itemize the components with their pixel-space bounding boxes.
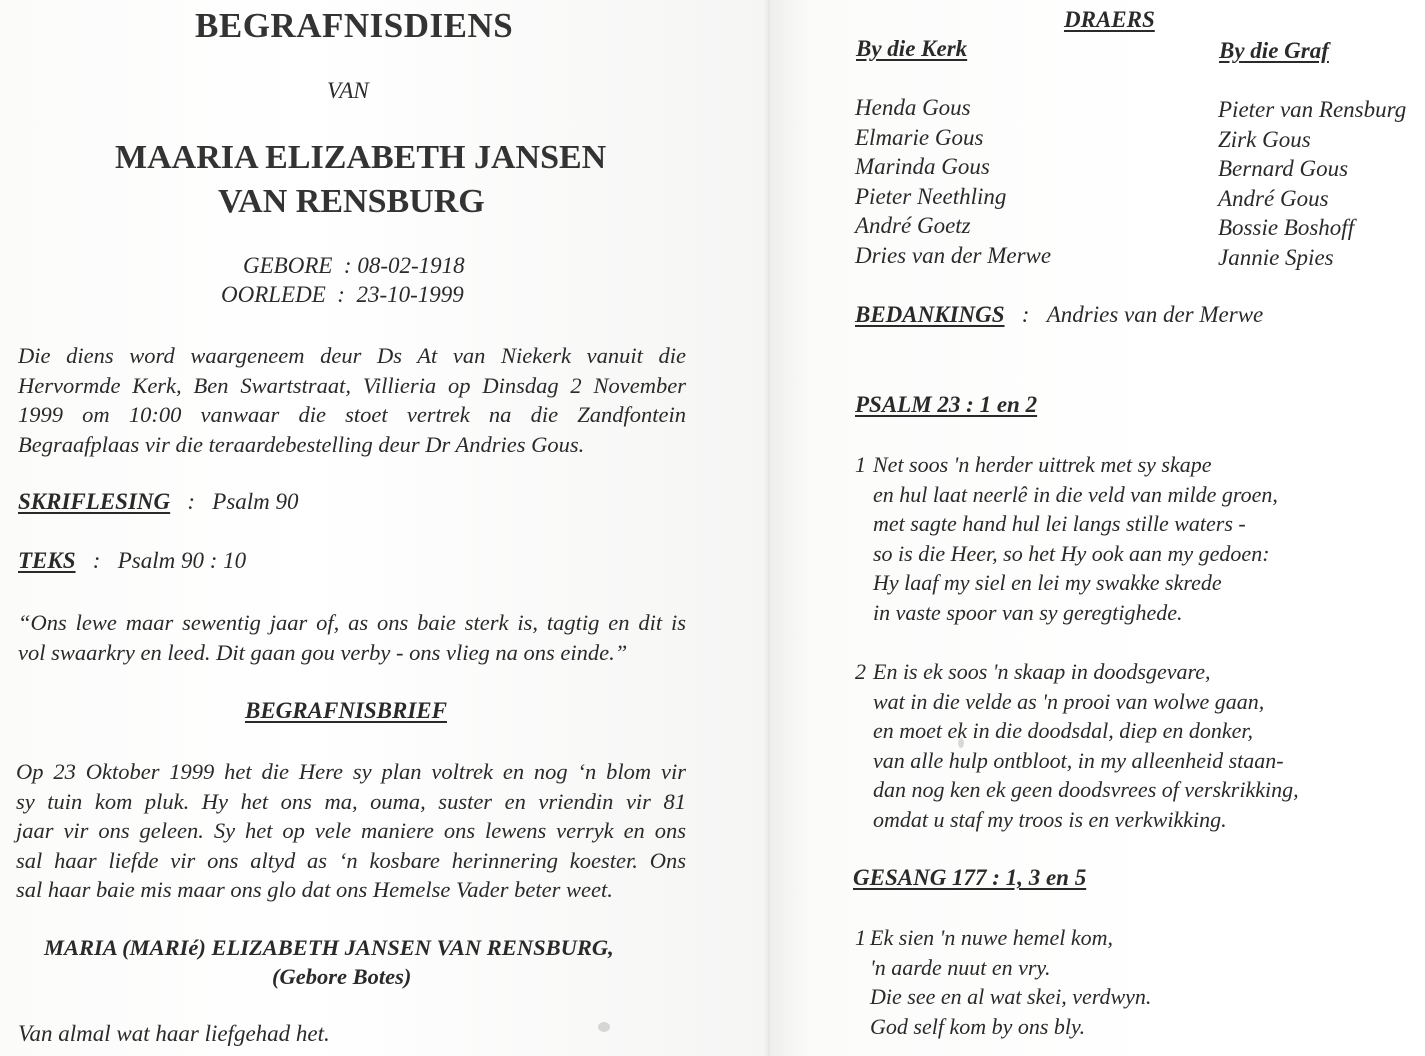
list-item: Bernard Gous (1218, 156, 1349, 182)
verse-line: Die see en al wat skei, verdwyn. (870, 984, 1152, 1009)
bedankings-label: BEDANKINGS (855, 302, 1005, 327)
skriflesing-value: Psalm 90 (212, 489, 299, 514)
skriflesing-line: SKRIFLESING : Psalm 90 (18, 489, 299, 514)
list-item: Pieter Neethling (855, 183, 1007, 209)
brief-line: sal haar baie mis maar ons glo dat ons Hemelse Vader beter weet. (16, 877, 613, 902)
verse-line: En is ek soos 'n skaap in doodsgevare, (873, 659, 1211, 684)
death-line: OORLEDE : 23-10-1999 (221, 282, 464, 307)
paper-smudge (598, 1022, 610, 1032)
bedankings-line: BEDANKINGS : Andries van der Merwe (855, 302, 1264, 327)
closing-line: Van almal wat haar liefgehad het. (18, 1021, 330, 1046)
signature-maiden-name: (Gebore Botes) (272, 964, 412, 989)
gesang-heading: GESANG 177 : 1, 3 en 5 (853, 865, 1087, 890)
teks-label: TEKS (18, 548, 76, 573)
signature-name: MARIA (MARIé) ELIZABETH JANSEN VAN RENSBURG, (44, 935, 614, 960)
verse-line: so is die Heer, so het Hy ook aan my gedoen: (873, 540, 1270, 566)
service-line: Begraafplaas vir die teraardebestelling deur Dr Andries Gous. (18, 431, 585, 457)
list-item: Marinda Gous (855, 154, 990, 180)
brief-line: sal haar liefde vir ons altyd as ‘n kosbare herinnering koester. Ons (16, 847, 686, 873)
list-item: Zirk Gous (1218, 126, 1311, 152)
list-item: Dries van der Merwe (855, 242, 1052, 268)
brief-line: jaar vir ons geleen. Sy het op vele maniere ons lewens verryk en ons (16, 818, 686, 843)
psalm-verse-1-number: 1 (855, 452, 866, 477)
psalm-verse-2-number: 2 (855, 659, 866, 684)
verse-line: Hy laaf my siel en lei my swakke skrede (873, 570, 1222, 595)
graf-heading: By die Graf (1219, 38, 1329, 63)
list-item: André Goetz (855, 213, 971, 239)
kerk-bearers-list (855, 93, 1051, 271)
verse-line: God self kom by ons bly. (870, 1013, 1086, 1039)
verse-line: met sagte hand hul lei langs stille waters - (873, 511, 1246, 536)
quote-paragraph (18, 608, 686, 667)
quote-line: vol swaarkry en leed. Dit gaan gou verby - ons vlieg na ons einde.” (18, 639, 628, 665)
brief-line: sy tuin kom pluk. Hy het ons ma, ouma, suster en vriendin vir 81 (16, 788, 686, 814)
page-title: BEGRAFNISDIENS (195, 6, 514, 45)
gesang-verse-1 (870, 923, 1151, 1041)
verse-line: dan nog ken ek geen doodsvrees of verskrikking, (873, 777, 1299, 802)
teks-value: Psalm 90 : 10 (117, 548, 247, 573)
verse-line: Net soos 'n herder uittrek met sy skape (873, 452, 1212, 477)
verse-line: en hul laat neerlê in die veld van milde groen, (873, 481, 1278, 507)
quote-line: “Ons lewe maar sewentig jaar of, as ons baie sterk is, tagtig en dit is (18, 610, 686, 635)
list-item: Elmarie Gous (855, 124, 984, 150)
verse-line: 'n aarde nuut en vry. (870, 954, 1051, 980)
kerk-heading: By die Kerk (856, 36, 968, 61)
deceased-name-line2: VAN RENSBURG (218, 183, 485, 220)
brief-heading: BEGRAFNISBRIEF (245, 698, 447, 723)
skriflesing-label: SKRIFLESING (18, 489, 171, 514)
verse-line: van alle hulp ontbloot, in my alleenheid staan- (873, 747, 1284, 773)
psalm-heading: PSALM 23 : 1 en 2 (855, 392, 1038, 417)
service-line: Hervormde Kerk, Ben Swartstraat, Villieria op Dinsdag 2 November (18, 372, 686, 398)
list-item: Henda Gous (855, 95, 971, 120)
service-line: Die diens word waargeneem deur Ds At van Niekerk vanuit die (18, 343, 686, 368)
verse-line: omdat u staf my troos is en verkwikking. (873, 806, 1227, 832)
deceased-name-line1: MAARIA ELIZABETH JANSEN (115, 139, 607, 176)
verse-line: wat in die velde as 'n prooi van wolwe gaan, (873, 688, 1265, 714)
birth-label: GEBORE (243, 253, 333, 278)
birth-date: 08-02-1918 (357, 253, 465, 278)
birth-line: GEBORE : 08-02-1918 (243, 253, 465, 278)
brief-paragraph (16, 757, 686, 905)
list-item: Jannie Spies (1218, 244, 1334, 270)
psalm-verse-2 (873, 657, 1299, 834)
paper-smudge (958, 738, 964, 748)
service-line: 1999 om 10:00 vanwaar die stoet vertrek na die Zandfontein (18, 402, 686, 427)
teks-line: TEKS : Psalm 90 : 10 (18, 548, 247, 573)
brief-line: Op 23 Oktober 1999 het die Here sy plan voltrek en nog ‘n blom vir (16, 759, 686, 784)
list-item: Bossie Boshoff (1218, 215, 1355, 241)
van-label: VAN (327, 78, 369, 103)
verse-line: en moet ek in die doodsdal, diep en donker, (873, 718, 1254, 743)
death-label: OORLEDE (221, 282, 326, 307)
death-date: 23-10-1999 (356, 282, 464, 307)
right-page (770, 0, 1425, 1056)
list-item: Pieter van Rensburg (1218, 97, 1407, 122)
graf-bearers-list (1218, 95, 1406, 273)
verse-line: in vaste spoor van sy geregtighede. (873, 599, 1183, 625)
gesang-verse-1-number: 1 (855, 925, 866, 950)
list-item: André Gous (1218, 185, 1329, 211)
service-paragraph (18, 341, 686, 459)
psalm-verse-1 (873, 450, 1278, 627)
draers-heading: DRAERS (1064, 7, 1155, 32)
bedankings-value: Andries van der Merwe (1046, 302, 1264, 327)
verse-line: Ek sien 'n nuwe hemel kom, (870, 925, 1113, 950)
